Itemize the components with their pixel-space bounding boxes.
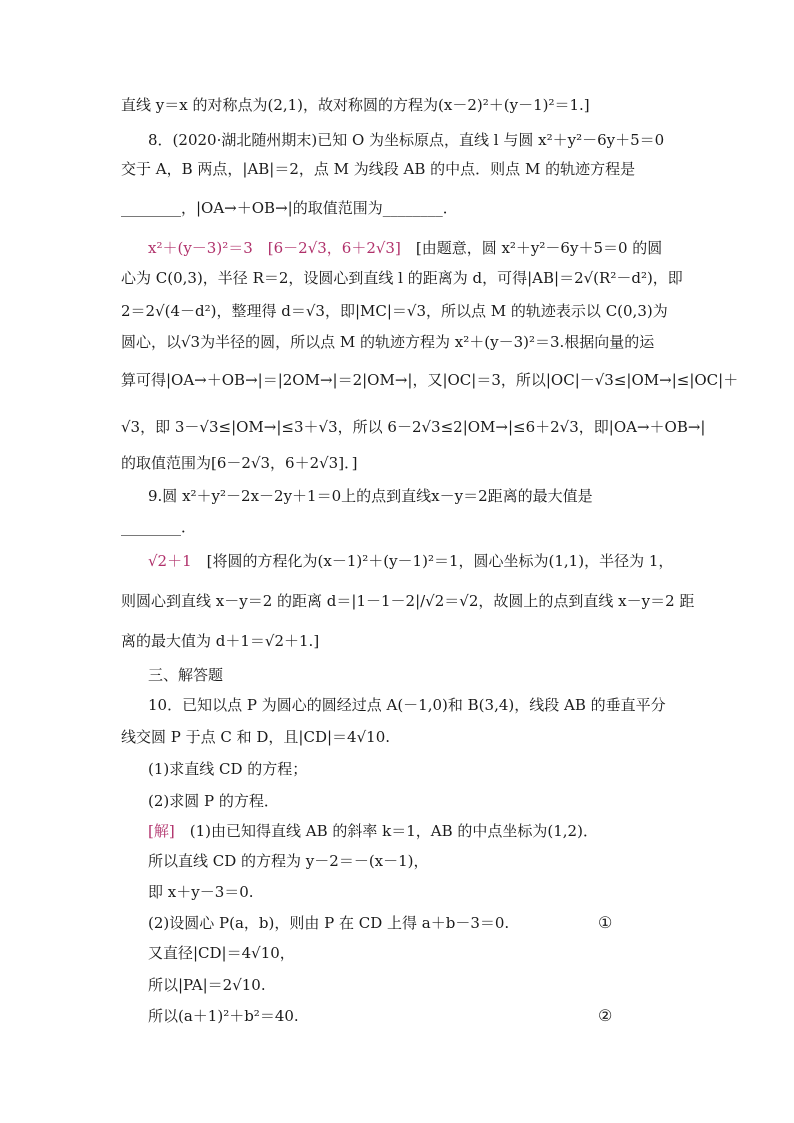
solution-10-line-5: 又直径|CD|＝4√10， [148, 944, 295, 962]
answer-8-line-3: 2＝2√(4－d²)，整理得 d＝√3，即|MC|＝√3，所以点 M 的轨迹表示以 C(0,3)为 [121, 302, 668, 320]
answer-9-line-3: 离的最大值为 d＋1＝√2＋1.] [121, 632, 320, 650]
solution-10-step-1: (1)由已知得直线 AB 的斜率 k＝1，AB 的中点坐标为(1,2)． [174, 822, 598, 840]
question-10-part-1: (1)求直线 CD 的方程； [148, 760, 308, 778]
answer-9-line-2: 则圆心到直线 x－y＝2 的距离 d＝|1－1－2|/√2＝√2，故圆上的点到直线 x－y＝2 距 [121, 592, 695, 610]
solution-10-line-6: 所以|PA|＝2√10. [148, 976, 266, 994]
answer-8-key: x²＋(y－3)²＝3 [6－2√3，6＋2√3] [148, 239, 401, 257]
answer-9-line-1 [148, 550, 673, 572]
answer-9-key: √2＋1 [148, 552, 192, 570]
solution-10-line-1 [148, 820, 673, 842]
solution-10-line-7: 所以(a＋1)²＋b²＝40. [148, 1007, 299, 1025]
answer-9-explanation-start: [将圆的方程化为(x－1)²＋(y－1)²＝1，圆心坐标为(1,1)，半径为 1， [191, 552, 674, 570]
equation-marker-2: ② [598, 1006, 613, 1025]
answer-8-line-1 [148, 237, 673, 259]
section-heading: 三、解答题 [148, 666, 224, 684]
question-9-line-1: 9.圆 x²＋y²－2x－2y＋1＝0上的点到直线x－y＝2距离的最大值是 [148, 487, 593, 505]
equation-marker-1: ① [598, 913, 613, 932]
solution-10-line-2: 所以直线 CD 的方程为 y－2＝－(x－1)， [148, 852, 429, 870]
question-10-part-2: (2)求圆 P 的方程． [148, 792, 279, 810]
question-8-line-1: 8．(2020·湖北随州期末)已知 O 为坐标原点，直线 l 与圆 x²＋y²－6y＋5＝0 [148, 131, 665, 149]
question-9-line-2: ________． [121, 518, 197, 536]
answer-8-line-4: 圆心，以√3为半径的圆，所以点 M 的轨迹方程为 x²＋(y－3)²＝3.根据向量的运 [121, 333, 655, 351]
answer-8-line-2: 心为 C(0,3)，半径 R＝2，设圆心到直线 l 的距离为 d，可得|AB|＝2√(R²－d²)，即 [121, 269, 683, 287]
text-line: 直线 y＝x 的对称点为(2,1)，故对称圆的方程为(x－2)²＋(y－1)²＝1.] [121, 96, 590, 114]
answer-8-explanation-start: [由题意，圆 x²＋y²－6y＋5＝0 的圆 [400, 239, 663, 257]
question-10-line-1: 10．已知以点 P 为圆心的圆经过点 A(－1,0)和 B(3,4)，线段 AB 的垂直平分 [148, 696, 666, 714]
solution-10-line-4: (2)设圆心 P(a，b)，则由 P 在 CD 上得 a＋b－3＝0. [148, 914, 510, 932]
answer-8-line-6: √3，即 3－√3≤|OM→|≤3＋√3，所以 6－2√3≤2|OM→|≤6＋2√3，即|OA→＋OB→| [121, 418, 706, 436]
solution-10-line-3: 即 x＋y－3＝0. [148, 883, 254, 901]
question-10-line-2: 线交圆 P 于点 C 和 D，且|CD|＝4√10. [121, 728, 391, 746]
question-8-line-3: ________，|OA→＋OB→|的取值范围为________． [121, 199, 458, 217]
question-8-line-2: 交于 A，B 两点，|AB|＝2，点 M 为线段 AB 的中点．则点 M 的轨迹方程是 [121, 160, 636, 178]
solution-label: [解] [148, 822, 175, 840]
answer-8-line-5: 算可得|OA→＋OB→|＝|2OM→|＝2|OM→|，又|OC|＝3，所以|OC|－√3≤|OM→|≤|OC|＋ [121, 371, 739, 389]
answer-8-line-7: 的取值范围为[6－2√3，6＋2√3]．] [121, 454, 358, 472]
